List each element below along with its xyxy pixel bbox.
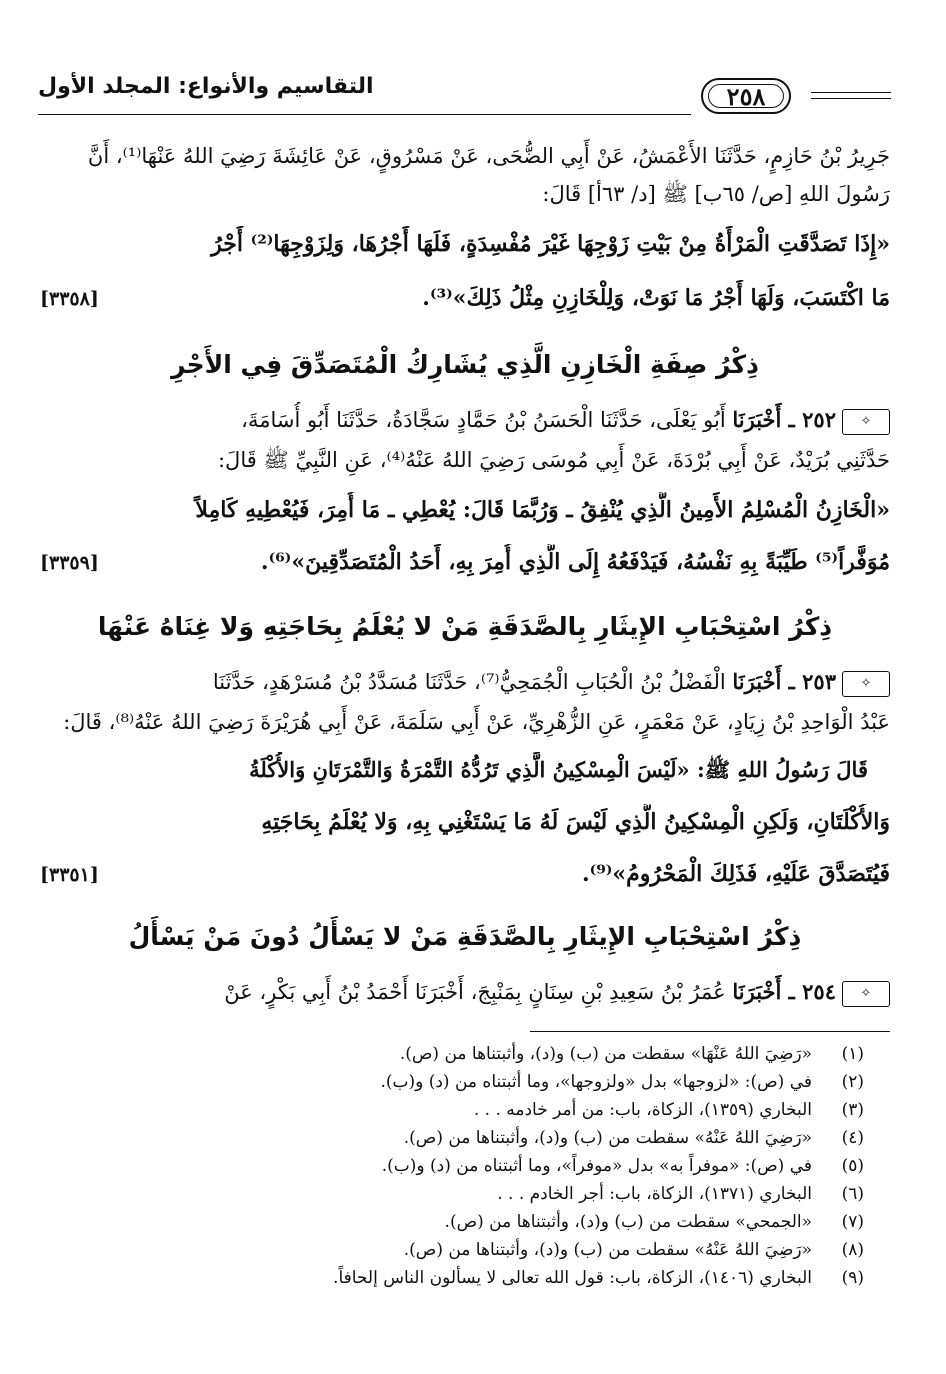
footnote-text: البخاري (١٤٠٦)، الزكاة، باب: قول الله تعالى لا يسألون الناس إلحافاً. [333,1268,812,1288]
footnote-number: (٣) [841,1100,864,1120]
footnote [40,1264,864,1292]
footnote-text: «رَضِيَ اللهُ عَنْهَا» سقطت من (ب) و(د)، وأثبتناها من (ص). [399,1044,812,1064]
text-line: جَرِيرُ بْنُ حَازِمٍ، حَدَّثَنَا الأَعْمَشُ، عَنْ أَبِي الضُّحَى، عَنْ مَسْرُوقٍ، عَنْ عَائِشَةَ رَضِيَ اللهُ عَنْهَا⁽¹⁾، أَنَّ [87,144,890,168]
isnad-text: الْفَضْلُ بْنُ الْحُبَابِ الْجُمَحِيُّ⁽⁷⁾، حَدَّثَنَا مُسَدَّدُ بْنُ مُسَرْهَدٍ، حَدَّثَنَا [212,670,726,694]
text-line [40,402,890,438]
header-rule [811,98,891,99]
hadith-text-line: «الْخَازِنُ الْمُسْلِمُ الأَمِينُ الَّذِي يُنْفِقُ ـ وَرُبَّمَا قَالَ: يُعْطِي ـ مَا أُمِرَ، فَيُعْطِيهِ كَامِلاً [195,497,890,523]
footnote [40,1152,864,1180]
footnote [40,1096,864,1124]
hadith-marker-icon: ✧ [842,409,890,435]
page-number: ٢٥٨ [701,78,791,114]
footnote-text: في (ص): «لزوجها» بدل «ولزوجها»، وما أثبتناه من (د) و(ب). [380,1072,812,1092]
text-line [40,974,890,1010]
footnote-separator [530,1031,890,1032]
hadith-text-line: مَا اكْتَسَبَ، وَلَهَا أَجْرُ مَا نَوَتْ، وَلِلْخَازِنِ مِثْلُ ذَلِكَ»⁽³⁾. [422,285,890,311]
footnote-text: «الجمحي» سقطت من (ب) و(د)، وأثبتناها من (ص). [444,1212,812,1232]
footnote-text: في (ص): «موفراً به» بدل «موفراً»، وما أثبتناه من (د) و(ب). [381,1156,812,1176]
text-line [40,664,890,700]
header-rule [811,92,891,93]
footnote-number: (٢) [841,1072,864,1092]
hadith-marker-icon: ✧ [842,671,890,697]
hadith-number: ٢٥٢ ـ أَخْبَرَنَا [732,407,836,432]
footnote-text: «رَضِيَ اللهُ عَنْهُ» سقطت من (ب) و(د)، وأثبتناها من (ص). [403,1240,812,1260]
footnote [40,1180,864,1208]
footnote [40,1208,864,1236]
hadith-reference: [٣٣٥٩] [40,552,99,574]
footnote-number: (١) [841,1044,864,1064]
hadith-text-line: مُوَفَّراً⁽⁵⁾ طَيِّبَةً بِهِ نَفْسُهُ، فَيَدْفَعُهُ إِلَى الَّذِي أُمِرَ بِهِ، أَحَدُ الْمُتَصَدِّقِينَ»⁽⁶⁾. [260,549,890,575]
footnote-number: (٤) [841,1128,864,1148]
section-heading: ذِكْرُ اسْتِحْبَابِ الإِيثَارِ بِالصَّدَقَةِ مَنْ لا يَسْأَلُ دُونَ مَنْ يَسْأَلُ [128,922,802,951]
footnote-text: البخاري (١٣٥٩)، الزكاة، باب: من أمر خادمه . . . [473,1100,812,1120]
section-heading: ذِكْرُ اسْتِحْبَابِ الإِيثَارِ بِالصَّدَقَةِ مَنْ لا يُعْلَمُ بِحَاجَتِهِ وَلا غِنَاهُ عَنْهَا [97,612,833,641]
hadith-number: ٢٥٣ ـ أَخْبَرَنَا [732,669,836,694]
hadith-number: ٢٥٤ ـ أَخْبَرَنَا [732,979,836,1004]
hadith-reference: [٣٣٥٨] [40,288,99,310]
hadith-reference: [٣٣٥١] [40,864,99,886]
footnote [40,1068,864,1096]
running-header [38,74,891,122]
footnote [40,1236,864,1264]
footnote-number: (٦) [841,1184,864,1204]
footnote-number: (٩) [841,1268,864,1288]
footnote [40,1040,864,1068]
text-line: رَسُولَ اللهِ [ص/ ٦٥ب] ﷺ [د/ ٦٣أ] قَالَ: [542,182,890,206]
footnote-text: البخاري (١٣٧١)، الزكاة، باب: أجر الخادم . . . [497,1184,812,1204]
footnote-number: (٥) [841,1156,864,1176]
hadith-text-line: فَيُتَصَدَّقَ عَلَيْهِ، فَذَلِكَ الْمَحْرُومُ»⁽⁹⁾. [581,861,890,887]
hadith-text-line [40,752,890,788]
section-heading: ذِكْرُ صِفَةِ الْخَازِنِ الَّذِي يُشَارِكُ الْمُتَصَدِّقَ فِي الأَجْرِ [171,350,759,379]
text-line: حَدَّثَنِي بُرَيْدٌ، عَنْ أَبِي بُرْدَةَ، عَنْ أَبِي مُوسَى رَضِيَ اللهُ عَنْهُ⁽⁴⁾، عَنِ النَّبِيِّ ﷺ قَالَ: [217,448,890,472]
isnad-text: أَبُو يَعْلَى، حَدَّثَنَا الْحَسَنُ بْنُ حَمَّادٍ سَجَّادَةُ، حَدَّثَنَا أَبُو أُسَامَةَ، [241,408,726,432]
header-underline [38,114,691,115]
isnad-text: عُمَرُ بْنُ سَعِيدِ بْنِ سِنَانٍ بِمَنْبِجَ، أَخْبَرَنَا أَحْمَدُ بْنُ أَبِي بَكْرٍ، عَنْ [224,980,726,1004]
hadith-text-line: وَالأُكْلَتَانِ، وَلَكِنِ الْمِسْكِينُ الَّذِي لَيْسَ لَهُ مَا يَسْتَغْنِي بِهِ، وَلا يُعْلَمُ بِحَاجَتِهِ [261,809,890,835]
footnote-number: (٧) [841,1212,864,1232]
text-line: عَبْدُ الْوَاحِدِ بْنُ زِيَادٍ، عَنْ مَعْمَرٍ، عَنِ الزُّهْرِيِّ، عَنْ أَبِي سَلَمَةَ، عَنْ أَبِي هُرَيْرَةَ رَضِيَ اللهُ عَنْهُ⁽⁸⁾، قَالَ: [63,710,890,734]
hadith-marker-icon: ✧ [842,981,890,1007]
footnote-text: «رَضِيَ اللهُ عَنْهُ» سقطت من (ب) و(د)، وأثبتناها من (ص). [403,1128,812,1148]
footnote [40,1124,864,1152]
book-title: التقاسيم والأنواع: المجلد الأول [38,74,374,99]
hadith-text: قَالَ رَسُولُ اللهِ ﷺ: «لَيْسَ الْمِسْكِينُ الَّذِي تَرُدُّهُ التَّمْرَةُ وَالتَّمْرَتَانِ وَالأُكْلَةُ [249,757,868,782]
hadith-text-line: «إِذَا تَصَدَّقَتِ الْمَرْأَةُ مِنْ بَيْتِ زَوْجِهَا غَيْرَ مُفْسِدَةٍ، فَلَهَا أَجْرُهَا، وَلِزَوْجِهَا⁽²⁾ أَجْرُ [211,231,890,257]
footnote-number: (٨) [841,1240,864,1260]
